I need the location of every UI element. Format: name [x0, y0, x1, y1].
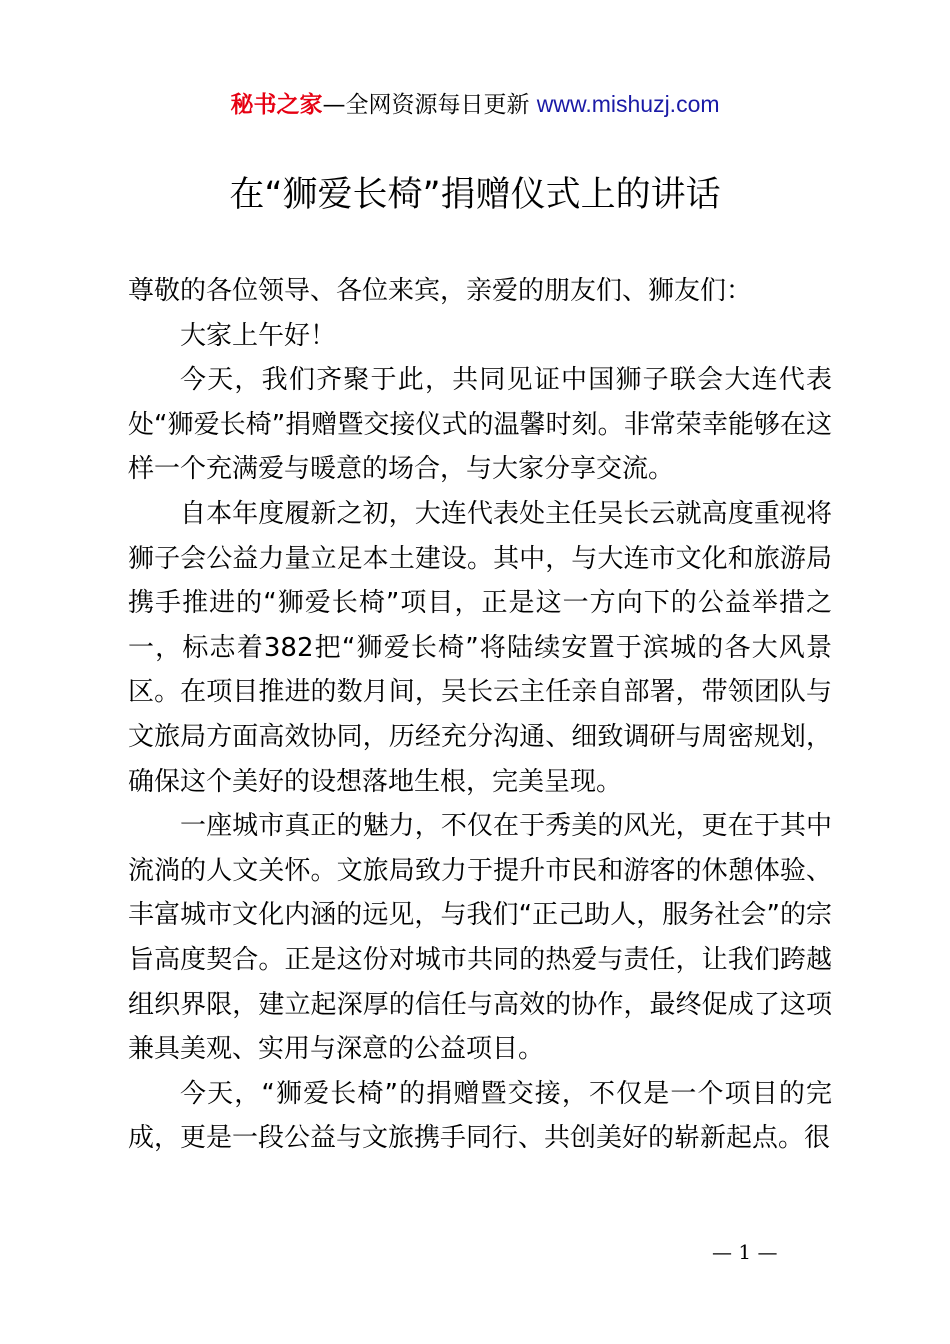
site-url-link[interactable]: www.mishuzj.com	[536, 91, 720, 117]
document-body	[128, 269, 832, 1161]
document-title: 在“狮爱长椅”捐赠仪式上的讲话	[229, 175, 721, 215]
paragraph: 今天，“狮爱长椅”的捐赠暨交接，不仅是一个项目的完成，更是一段公益与文旅携手同行、共创美好的崭新起点。很	[128, 1078, 832, 1154]
paragraph: 一座城市真正的魅力，不仅在于秀美的风光，更在于其中流淌的人文关怀。文旅局致力于提升市民和游客的休憩体验、丰富城市文化内涵的远见，与我们“正己助人，服务社会”的宗旨高度契合。正是这份对城市共同的热爱与责任，让我们跨越组织界限，建立起深厚的信任与高效的协作，最终促成了这项兼具美观、实用与深意的公益项目。	[128, 811, 832, 1065]
paragraph-greeting: 大家上午好！	[180, 320, 337, 351]
salutation: 尊敬的各位领导、各位来宾，亲爱的朋友们、狮友们：	[128, 276, 753, 306]
site-header	[0, 86, 950, 123]
paragraph: 今天，我们齐聚于此，共同见证中国狮子联会大连代表处“狮爱长椅”捐赠暨交接仪式的温馨时刻。非常荣幸能够在这样一个充满爱与暖意的场合，与大家分享交流。	[128, 365, 832, 485]
brand-name: 秘书之家	[230, 92, 323, 118]
page-number: — 1 —	[712, 1240, 778, 1264]
header-tagline: —全网资源每日更新	[322, 92, 530, 118]
paragraph: 自本年度履新之初，大连代表处主任吴长云就高度重视将狮子会公益力量立足本土建设。其中，与大连市文化和旅游局携手推进的“狮爱长椅”项目，正是这一方向下的公益举措之一，标志着382把“狮爱长椅”将陆续安置于滨城的各大风景区。在项目推进的数月间，吴长云主任亲自部署，带领团队与文旅局方面高效协同，历经充分沟通、细致调研与周密规划，确保这个美好的设想落地生根，完美呈现。	[128, 498, 832, 797]
